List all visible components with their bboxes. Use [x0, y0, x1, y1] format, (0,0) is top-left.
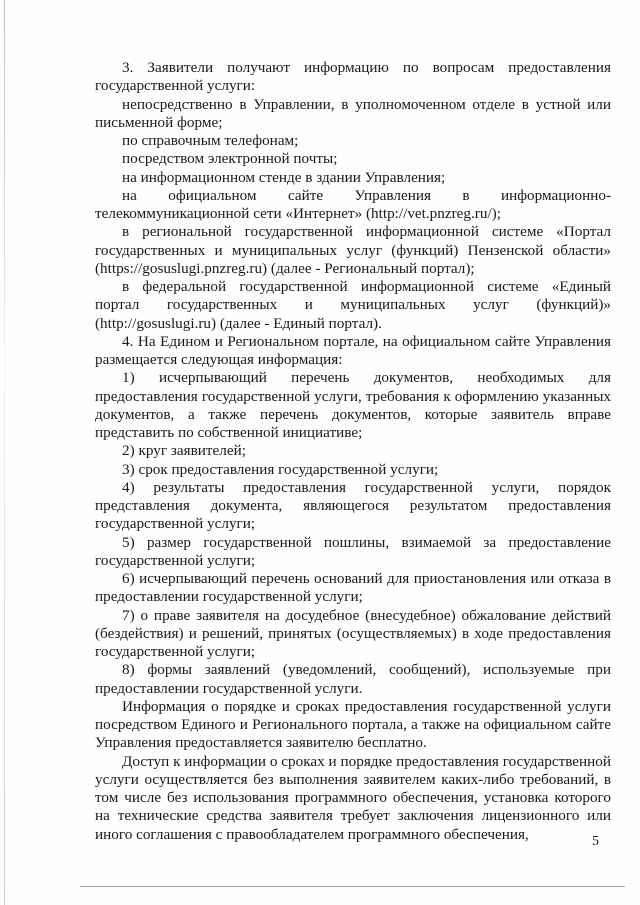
list-item-2: 2) круг заявителей; [122, 442, 246, 460]
paragraph-access: Доступ к информации о сроках и порядке предоставления государственной услуги осуществляется без выполнения заявителем каких-либо требований, в том числе без использования программного обеспечения, установка которого на технические средства заявителя требует заключения лицензионного или иного соглашения с правообладателем программного обеспечения, [95, 752, 611, 843]
page-number: 5 [592, 834, 599, 849]
scan-bottom-edge [80, 886, 625, 887]
list-item-3: 3) срок предоставления государственной услуги; [122, 460, 439, 478]
info-item-stand: на информационном стенде в здании Управления; [122, 168, 446, 186]
list-item-7: 7) о праве заявителя на досудебное (внесудебное) обжалование действий (бездействия) и решений, принятых (осуществляемых) в ходе предоставления государственной услуги; [95, 606, 611, 660]
info-item-regional-portal: в региональной государственной информационной системе «Портал государственных и муниципальных услуг (функций) Пензенской области» (https://gosuslugi.pnzreg.ru) (далее - Региональный портал); [95, 223, 611, 277]
scan-edge [4, 0, 5, 905]
list-item-8: 8) формы заявлений (уведомлений, сообщений), используемые при предоставлении государственной услуги. [95, 661, 611, 697]
list-item-6: 6) исчерпывающий перечень оснований для приостановления или отказа в предоставлении государственной услуги; [95, 570, 611, 606]
info-item-website: на официальном сайте Управления в информационно-телекоммуникационной сети «Интернет» (http://vet.pnzreg.ru/); [95, 186, 611, 222]
list-item-5: 5) размер государственной пошлины, взимаемой за предоставление государственной услуги; [95, 533, 611, 569]
list-item-4: 4) результаты предоставления государственной услуги, порядок представления документа, являющегося результатом предоставления государственной услуги; [95, 478, 611, 533]
info-item-federal-portal: в федеральной государственной информационной системе «Единый портал государственных и муниципальных услуг (функций)» (http://gosuslugi.ru) (далее - Единый портал). [95, 278, 611, 332]
document-body [95, 59, 611, 844]
info-item-email: посредством электронной почты; [122, 150, 338, 168]
paragraph-free-info: Информация о порядке и сроках предоставления государственной услуги посредством Единого и Регионального портала, а также на официальном сайте Управления предоставляется заявителю бесплатно. [95, 697, 611, 752]
info-item-phones: по справочным телефонам; [122, 132, 299, 149]
paragraph-3: 3. Заявители получают информацию по вопросам предоставления государственной услуги: [95, 59, 611, 95]
paragraph-4: 4. На Едином и Региональном портале, на официальном сайте Управления размещается следующая информация: [95, 332, 611, 368]
list-item-1: 1) исчерпывающий перечень документов, необходимых для предоставления государственной услуги, требования к оформлению указанных документов, а также перечень документов, которые заявитель вправе представить по собственной инициативе; [95, 369, 611, 441]
info-item-in-person: непосредственно в Управлении, в уполномоченном отделе в устной или письменной форме; [95, 95, 611, 131]
